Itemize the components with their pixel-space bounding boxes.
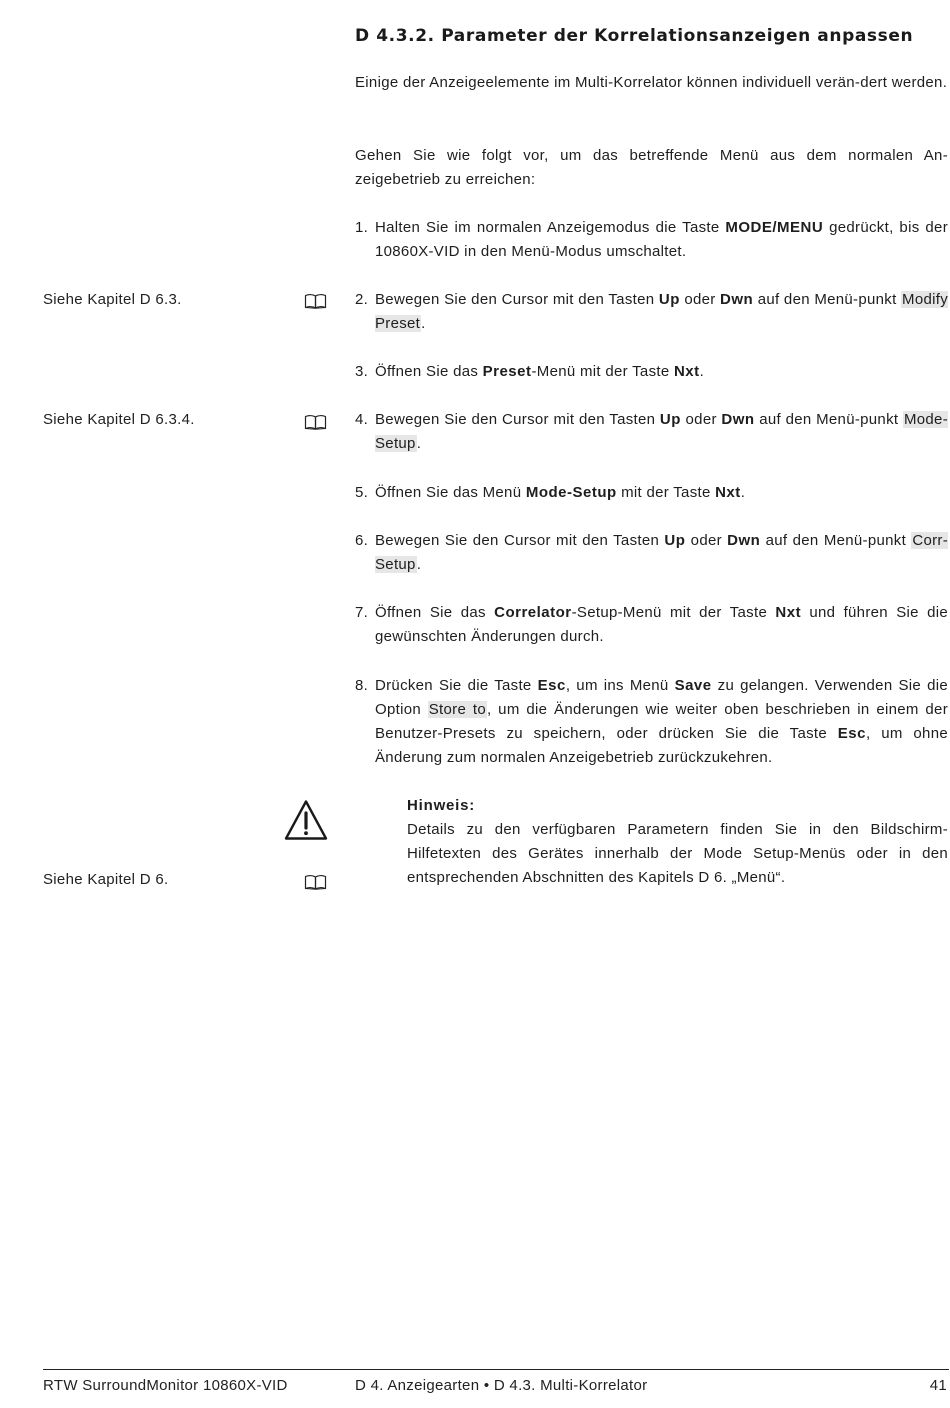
step-text [375,601,948,649]
step-4 [355,408,948,456]
step-number: 2. [355,291,369,308]
side-reference-d63: Siehe Kapitel D 6.3. [43,291,182,308]
step-text [375,481,948,505]
step-text-part: Bewegen Sie den Cursor mit den Tasten [375,291,659,308]
step-number: 4. [355,411,369,428]
note-box [407,794,948,890]
footer-section: D 4. Anzeigearten • D 4.3. Multi-Korrelator [355,1377,648,1394]
step-7 [355,601,948,649]
key-name: Dwn [720,291,754,308]
page-number: 41 [929,1377,947,1394]
key-name: Nxt [673,363,700,380]
step-2 [355,288,948,336]
step-text [375,216,948,264]
intro-paragraph: Einige der Anzeigeelemente im Multi-Korrelator können individuell verän-dert werden. [355,74,948,91]
section-heading: D 4.3.2. Parameter der Korrelationsanzeigen anpassen [355,26,914,46]
step-text-part: auf den Menü-punkt [753,291,902,308]
menu-item-name: Mode-Setup [375,411,948,452]
step-text [375,674,948,770]
step-text-part: . [740,484,746,501]
step-text-part: oder [680,411,722,428]
step-text-part: Bewegen Sie den Cursor mit den Tasten [375,532,665,549]
key-name: Dwn [721,411,755,428]
warning-icon [284,799,328,841]
step-text [375,288,948,336]
step-text-part: oder [679,291,721,308]
step-text [375,360,948,384]
step-text-part: auf den Menü-punkt [754,411,903,428]
step-text-part: Drücken Sie die Taste [375,677,538,694]
step-text-part: gedrückt, bis der 10860X-VID in den Menü-Modus umschaltet. [375,219,948,260]
key-name: Nxt [715,484,741,501]
step-number: 8. [355,677,369,694]
step-text-part: , um ohne Änderung zum normalen Anzeigebetrieb zurückzukehren. [375,725,948,766]
key-name: Nxt [775,604,802,621]
side-reference-d6: Siehe Kapitel D 6. [43,871,169,888]
note-title: Hinweis: [407,797,476,814]
note-body: Details zu den verfügbaren Parametern finden Sie in den Bildschirm-Hilfetexten des Gerätes innerhalb der Mode Setup-Menüs oder in den entsprechenden Abschnitten des Kapitels D 6. „Menü“. [407,821,948,886]
book-icon [304,414,327,430]
step-text-part: und führen Sie die gewünschten Änderungen durch. [375,604,948,645]
key-name: Dwn [727,532,761,549]
key-name: MODE/MENU [725,219,824,236]
key-name: Preset [482,363,532,380]
step-text-part: . [699,363,705,380]
step-1 [355,216,948,264]
step-8 [355,674,948,770]
step-text [375,529,948,577]
footer-product: RTW SurroundMonitor 10860X-VID [43,1377,288,1394]
key-name: Mode-Setup [525,484,617,501]
step-5 [355,481,948,505]
step-text-part: oder [685,532,728,549]
step-text-part: , um die Änderungen wie weiter oben beschrieben in einem der Benutzer-Presets zu speichern, oder drücken Sie die Taste [375,701,948,742]
step-6 [355,529,948,577]
book-icon [304,874,327,890]
step-number: 1. [355,219,369,236]
key-name: Up [658,291,680,308]
step-number: 5. [355,484,369,501]
step-3 [355,360,948,384]
step-text-part: Halten Sie im normalen Anzeigemodus die Taste [375,219,726,236]
key-name: Up [664,532,686,549]
step-text-part: zu gelangen. Verwenden Sie die Option [375,677,948,718]
menu-item-name: Modify Preset [375,291,949,332]
step-number: 3. [355,363,369,380]
step-text-part: mit der Taste [616,484,716,501]
step-text-part: -Menü mit der Taste [531,363,674,380]
footer-divider [43,1369,949,1370]
step-text-part: -Setup-Menü mit der Taste [571,604,776,621]
step-number: 6. [355,532,369,549]
menu-item-name: Store to [428,701,486,718]
key-name: Save [674,677,712,694]
step-text-part: , um ins Menü [565,677,675,694]
menu-item-name: Corr-Setup [375,532,948,573]
step-text-part: Öffnen Sie das Menü [375,484,526,501]
step-number: 7. [355,604,369,621]
key-name: Esc [837,725,866,742]
step-text-part: . [416,435,422,452]
step-text-part: Öffnen Sie das [375,604,495,621]
step-text-part: . [421,315,426,332]
side-reference-d634: Siehe Kapitel D 6.3.4. [43,411,195,428]
book-icon [304,293,327,309]
instruction-paragraph: Gehen Sie wie folgt vor, um das betreffende Menü aus dem normalen An-zeigebetrieb zu erreichen: [355,147,948,188]
key-name: Esc [537,677,566,694]
step-text-part: Bewegen Sie den Cursor mit den Tasten [375,411,660,428]
key-name: Correlator [494,604,572,621]
step-text [375,408,948,456]
key-name: Up [659,411,681,428]
step-text-part: auf den Menü-punkt [760,532,912,549]
step-text-part: Öffnen Sie das [375,363,483,380]
step-text-part: . [416,556,422,573]
